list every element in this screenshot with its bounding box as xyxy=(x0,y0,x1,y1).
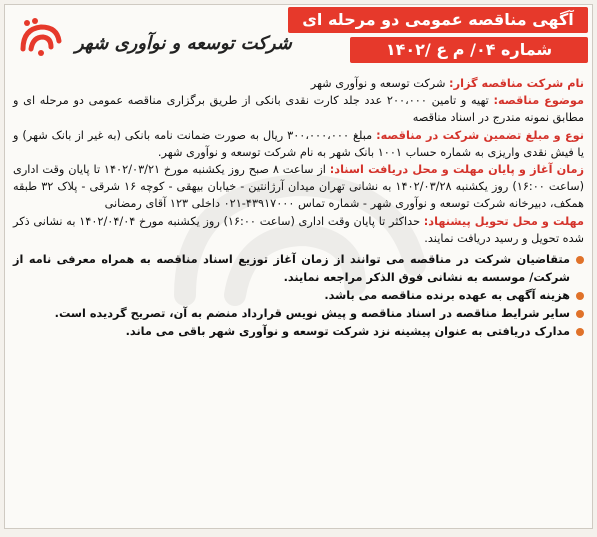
list-item: سایر شرایط مناقصه در اسناد مناقصه و پیش نویس قرارداد منضم به آن، تصریح گردیده است. xyxy=(13,305,584,323)
list-item: هزینه آگهی به عهده برنده مناقصه می باشد. xyxy=(13,287,584,305)
bullet-dot-icon xyxy=(576,256,584,264)
notice-number: شماره ۰۴/ م ع /۱۴۰۲ xyxy=(350,37,588,63)
field-label: نام شرکت مناقصه گزار: xyxy=(449,77,584,90)
field-value: تهیه و تامین ۲۰۰،۰۰۰ عدد جلد کارت نقدی بانکی از طریق برگزاری مناقصه عمومی دو مرحله ای و مطابق نمونه مندرج در اسناد مناقصه xyxy=(13,94,584,125)
field-label: نوع و مبلغ تضمین شرکت در مناقصه: xyxy=(376,128,584,142)
field-value: شرکت توسعه و نوآوری شهر xyxy=(310,77,450,90)
notice-body xyxy=(5,71,592,341)
company-logo-icon xyxy=(17,15,65,59)
tender-notice xyxy=(4,4,593,529)
bullet-dot-icon xyxy=(576,292,584,300)
field-subject xyxy=(13,92,584,126)
field-submission xyxy=(13,213,584,247)
company-name: شرکت توسعه و نوآوری شهر xyxy=(75,33,292,54)
field-label: مهلت و محل تحویل پیشنهاد: xyxy=(423,214,585,228)
notes-list xyxy=(13,251,584,341)
company-brand xyxy=(13,11,292,61)
field-label: موضوع مناقصه: xyxy=(493,94,584,108)
bullet-dot-icon xyxy=(576,328,584,336)
field-value: مبلغ ۳۰۰،۰۰۰،۰۰۰ ریال به صورت ضمانت نامه بانکی (به غیر از بانک شهر) و یا فیش نقدی واریزی به شماره حساب ۱۰۰۱ بانک شهر به نام شرکت توسعه و نوآوری شهر. xyxy=(13,128,584,159)
field-documents xyxy=(13,161,584,213)
field-value: از ساعت ۸ صبح روز یکشنبه مورخ ۱۴۰۲/۰۳/۲۱ تا پایان وقت اداری (ساعت ۱۶:۰۰) روز یکشنبه ۱۴۰۲/۰۳/۲۸ به نشانی تهران میدان آرژانتین - خیابان بیهقی - کوچه ۱۶ شرقی - پلاک ۳۲ طبقه همکف، دبیرخانه شرکت توسعه و نوآوری شهر - شماره تماس ۴۳۹۱۷۰۰۰-۰۲۱ داخلی ۱۲۳ آقای رمضانی xyxy=(13,163,584,211)
field-tenderer xyxy=(13,75,584,92)
field-value: حداکثر تا پایان وقت اداری (ساعت ۱۶:۰۰) روز یکشنبه مورخ ۱۴۰۲/۰۴/۰۴ به نشانی ذکر شده تحویل و رسید دریافت نمایند. xyxy=(13,214,584,245)
list-item: مدارک دریافتی به عنوان پیشینه نزد شرکت توسعه و نوآوری شهر باقی می ماند. xyxy=(13,323,584,341)
field-guarantee xyxy=(13,127,584,161)
field-label: زمان آغاز و پایان مهلت و محل دریافت اسناد: xyxy=(329,163,584,177)
notice-header xyxy=(5,5,592,71)
bullet-dot-icon xyxy=(576,310,584,318)
list-item: متقاضیان شرکت در مناقصه می توانند از زمان آغاز توزیع اسناد مناقصه به همراه معرفی نامه از شرکت/ موسسه به نشانی فوق الذکر مراجعه نمایند. xyxy=(13,251,584,287)
notice-title: آگهی مناقصه عمومی دو مرحله ای xyxy=(288,7,588,33)
